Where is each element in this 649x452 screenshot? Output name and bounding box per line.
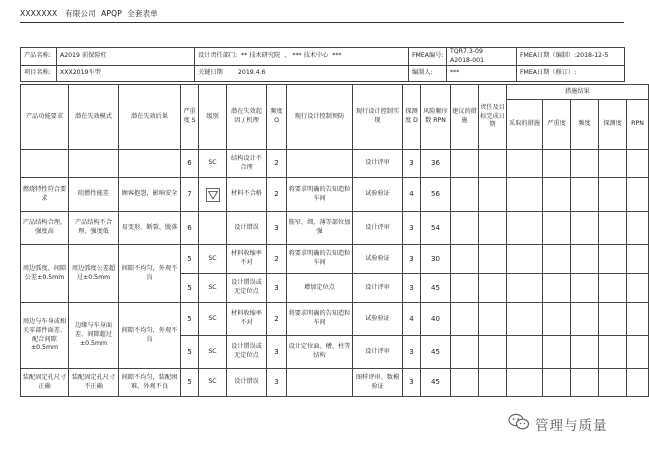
header-divider	[20, 22, 624, 23]
cell-detection: 4	[403, 178, 421, 212]
cell-empty	[507, 303, 543, 336]
design-dept-cell	[195, 48, 409, 66]
fmea-date-value: 2018-12-5	[576, 52, 609, 60]
cell-occurrence: 3	[267, 212, 287, 245]
design-dept-1: ** 技术研究院	[241, 52, 281, 60]
col-responsibility: 责任及目标完成日期	[479, 85, 507, 150]
cell-empty	[451, 150, 479, 178]
key-date-value: 2019.4.6	[238, 69, 266, 77]
cell-detection: 3	[403, 212, 421, 245]
col-r-occurrence: 频度	[571, 100, 599, 150]
cell-rpn: 45	[421, 274, 451, 303]
product-name-value: A2019 前保险杠	[57, 48, 195, 66]
cell-cause: 设计错误	[227, 212, 267, 245]
cell-rpn: 56	[421, 178, 451, 212]
col-function: 产品功能要求	[21, 85, 69, 150]
fmea-date-label: FMEA日期（编制）:	[520, 52, 577, 60]
cell-empty	[599, 274, 627, 303]
design-dept-3: ***	[332, 52, 342, 60]
cell-empty	[599, 212, 627, 245]
cell-empty	[451, 336, 479, 369]
cell-occurrence: 3	[267, 369, 287, 397]
cell-effect	[119, 150, 181, 178]
cell-rpn: 30	[421, 245, 451, 274]
cell-empty	[543, 212, 571, 245]
cell-effect: 间隙不均匀，外观不良	[119, 303, 181, 369]
col-failure-mode: 潜在失效模式	[69, 85, 119, 150]
design-dept-2: *** 技术中心	[292, 52, 329, 60]
triangle-icon	[206, 188, 220, 202]
fmea-no-2: A2018-001	[450, 56, 485, 64]
cell-empty	[627, 336, 649, 369]
cell-empty	[571, 274, 599, 303]
col-prevention: 现行设计控制预防	[287, 85, 353, 150]
cell-empty	[627, 274, 649, 303]
company-code: XXXXXXX	[20, 9, 58, 18]
cell-detection-method: 试验验证	[353, 245, 403, 274]
cell-empty	[479, 178, 507, 212]
cell-empty	[451, 178, 479, 212]
cell-empty	[507, 245, 543, 274]
fmea-no-1: TQR7.3-09	[450, 48, 483, 56]
key-date-label: 关键日期	[198, 69, 223, 77]
cell-rpn: 45	[421, 369, 451, 397]
cell-empty	[543, 178, 571, 212]
cell-failure-mode: 装配固定孔尺寸不正确	[69, 369, 119, 397]
cell-empty	[451, 212, 479, 245]
cell-occurrence: 3	[267, 274, 287, 303]
cell-class: SC	[199, 336, 227, 369]
cell-empty	[451, 274, 479, 303]
cell-empty	[543, 336, 571, 369]
editor-label: 编制人:	[409, 66, 447, 82]
cell-severity: 5	[181, 336, 199, 369]
cell-severity: 6	[181, 150, 199, 178]
cell-empty	[627, 212, 649, 245]
cell-cause: 设计错误或无定位点	[227, 274, 267, 303]
cell-class	[199, 178, 227, 212]
cell-severity: 7	[181, 178, 199, 212]
cell-empty	[599, 336, 627, 369]
cell-empty	[507, 212, 543, 245]
cell-empty	[571, 212, 599, 245]
header-row-1	[21, 85, 649, 100]
cell-empty	[507, 336, 543, 369]
cell-empty	[479, 274, 507, 303]
cell-empty	[627, 303, 649, 336]
cell-occurrence: 2	[267, 245, 287, 274]
cell-empty	[451, 303, 479, 336]
cell-class: SC	[199, 369, 227, 397]
cell-empty	[479, 150, 507, 178]
doc-title: APQP	[101, 9, 123, 18]
cell-empty	[543, 274, 571, 303]
project-name-value: XXX2019车型	[57, 66, 195, 82]
cell-function: 燃烧特性符合要求	[21, 178, 69, 212]
cell-class: SC	[199, 245, 227, 274]
fmea-date-cell	[517, 48, 625, 66]
cell-cause: 结构设计不合理	[227, 150, 267, 178]
cell-detection: 3	[403, 150, 421, 178]
cell-empty	[543, 150, 571, 178]
cell-detection: 3	[403, 245, 421, 274]
cell-occurrence: 2	[267, 150, 287, 178]
cell-effect: 顾客抱怨，影响安全	[119, 178, 181, 212]
table-row	[21, 178, 649, 212]
col-cause: 潜在失效起因 / 机理	[227, 85, 267, 150]
cell-effect: 易变形、断裂、脱落	[119, 212, 181, 245]
cell-occurrence: 3	[267, 336, 287, 369]
cell-prevention	[287, 150, 353, 178]
cell-rpn: 36	[421, 150, 451, 178]
design-dept-sep: 、	[284, 52, 291, 60]
cell-detection-method: 设计评审	[353, 274, 403, 303]
table-row	[21, 212, 649, 245]
col-rpn: 风险顺序数 RPN	[421, 85, 451, 150]
cell-prevention: 将要求明确的告知造粒车间	[287, 178, 353, 212]
cell-detection-method: 试验验证	[353, 303, 403, 336]
cell-prevention: 将要求明确的告知造粒车间	[287, 303, 353, 336]
cell-empty	[507, 274, 543, 303]
col-occurrence: 频度 O	[267, 85, 287, 150]
cell-empty	[599, 245, 627, 274]
cell-severity: 5	[181, 274, 199, 303]
cell-failure-mode: 阻燃性能差	[69, 178, 119, 212]
cell-severity: 6	[181, 212, 199, 245]
cell-failure-mode	[69, 150, 119, 178]
col-r-detection: 探测度	[599, 100, 627, 150]
company-type: 有限公司	[65, 9, 96, 18]
col-severity: 严重度 S	[181, 85, 199, 150]
cell-function: 周边弧度、间隙公差±0.5mm	[21, 245, 69, 303]
project-name-label: 项目名称:	[21, 66, 57, 82]
cell-cause: 材料收缩率不对	[227, 245, 267, 274]
col-actions-taken: 采取的措施	[507, 100, 543, 150]
cell-empty	[627, 150, 649, 178]
cell-detection: 3	[403, 336, 421, 369]
cell-empty	[571, 150, 599, 178]
cell-empty	[571, 336, 599, 369]
cell-rpn: 45	[421, 336, 451, 369]
fmea-no-label: FMEA编号:	[409, 48, 447, 66]
cell-detection: 3	[403, 274, 421, 303]
cell-detection-method: 设计评审	[353, 336, 403, 369]
cell-function: 产品结构合理，强度高	[21, 212, 69, 245]
cell-empty	[627, 245, 649, 274]
fmea-no-cell	[447, 48, 517, 66]
col-effect: 潜在失效后果	[119, 85, 181, 150]
cell-severity: 5	[181, 303, 199, 336]
document-header	[20, 8, 158, 19]
col-results: 措施结果	[507, 85, 649, 100]
cell-rpn: 40	[421, 303, 451, 336]
cell-function: 周边与车身或相关零部件面差、配合间隙±0.5mm	[21, 303, 69, 369]
cell-cause: 材料收缩率不对	[227, 303, 267, 336]
cell-empty	[571, 303, 599, 336]
cell-effect: 间隙不均匀，装配困难，外观不良	[119, 369, 181, 397]
fmea-rev-date-label: FMEA日期（修订）:	[520, 69, 577, 77]
col-r-rpn: RPN	[627, 100, 649, 150]
cell-empty	[507, 369, 543, 397]
cell-empty	[507, 178, 543, 212]
cell-empty	[479, 245, 507, 274]
col-detection-method: 现行设计控制实现	[353, 85, 403, 150]
watermark	[508, 413, 608, 435]
cell-occurrence: 2	[267, 303, 287, 336]
col-recommended: 建议的措施	[451, 85, 479, 150]
cell-prevention: 将要求明确的告知造粒车间	[287, 245, 353, 274]
cell-detection: 3	[403, 369, 421, 397]
cell-detection: 4	[403, 303, 421, 336]
cell-cause: 材料不合格	[227, 178, 267, 212]
cell-function: 装配固定孔尺寸正确	[21, 369, 69, 397]
cell-empty	[599, 178, 627, 212]
cell-empty	[571, 245, 599, 274]
cell-empty	[479, 212, 507, 245]
doc-subtitle: 全套表单	[127, 9, 158, 18]
cell-empty	[451, 245, 479, 274]
cell-failure-mode: 边缘与车身面差、间隙超过±0.5mm	[69, 303, 119, 369]
cell-function	[21, 150, 69, 178]
cell-failure-mode: 周边弧度公差超过±0.5mm	[69, 245, 119, 303]
cell-detection-method: 图样评审、数模验证	[353, 369, 403, 397]
cell-empty	[543, 245, 571, 274]
table-row	[21, 245, 649, 274]
cell-detection-method: 设计评审	[353, 150, 403, 178]
cell-empty	[599, 369, 627, 397]
cell-detection-method: 设计评审	[353, 212, 403, 245]
wechat-icon	[508, 413, 530, 435]
fmea-info-table	[20, 47, 625, 82]
col-class: 级别	[199, 85, 227, 150]
cell-effect: 间隙不均匀，外观不良	[119, 245, 181, 303]
cell-empty	[507, 150, 543, 178]
fmea-table	[20, 84, 649, 397]
cell-empty	[627, 369, 649, 397]
table-row	[21, 303, 649, 336]
key-date-cell	[195, 66, 409, 82]
cell-empty	[627, 178, 649, 212]
cell-class	[199, 212, 227, 245]
fmea-rev-date-cell	[517, 66, 625, 82]
cell-empty	[543, 369, 571, 397]
cell-empty	[479, 303, 507, 336]
cell-empty	[571, 369, 599, 397]
cell-class: SC	[199, 303, 227, 336]
design-dept-label: 设计责任部门:	[198, 52, 238, 60]
cell-class: SC	[199, 150, 227, 178]
cell-empty	[599, 303, 627, 336]
cell-class: SC	[199, 274, 227, 303]
cell-severity: 5	[181, 245, 199, 274]
cell-detection-method: 试验验证	[353, 178, 403, 212]
product-name-label: 产品名称:	[21, 48, 57, 66]
cell-prevention: 增加定位点	[287, 274, 353, 303]
cell-empty	[479, 336, 507, 369]
cell-prevention: 筋窄、细，薄等部位加强	[287, 212, 353, 245]
cell-empty	[479, 369, 507, 397]
cell-occurrence: 2	[267, 178, 287, 212]
cell-empty	[543, 303, 571, 336]
cell-empty	[599, 150, 627, 178]
editor-value: ***	[447, 66, 517, 82]
cell-cause: 设计错误或无定位点	[227, 336, 267, 369]
cell-rpn: 54	[421, 212, 451, 245]
cell-empty	[571, 178, 599, 212]
col-r-severity: 严重度	[543, 100, 571, 150]
cell-severity: 5	[181, 369, 199, 397]
cell-prevention	[287, 369, 353, 397]
watermark-text: 管理与质量	[535, 418, 608, 434]
cell-prevention: 设计定位面、槽、柱等结构	[287, 336, 353, 369]
cell-cause: 设计错误	[227, 369, 267, 397]
cell-failure-mode: 产品结构不合理，强度低	[69, 212, 119, 245]
table-row	[21, 150, 649, 178]
col-detection: 探测度 D	[403, 85, 421, 150]
table-row	[21, 369, 649, 397]
cell-empty	[451, 369, 479, 397]
